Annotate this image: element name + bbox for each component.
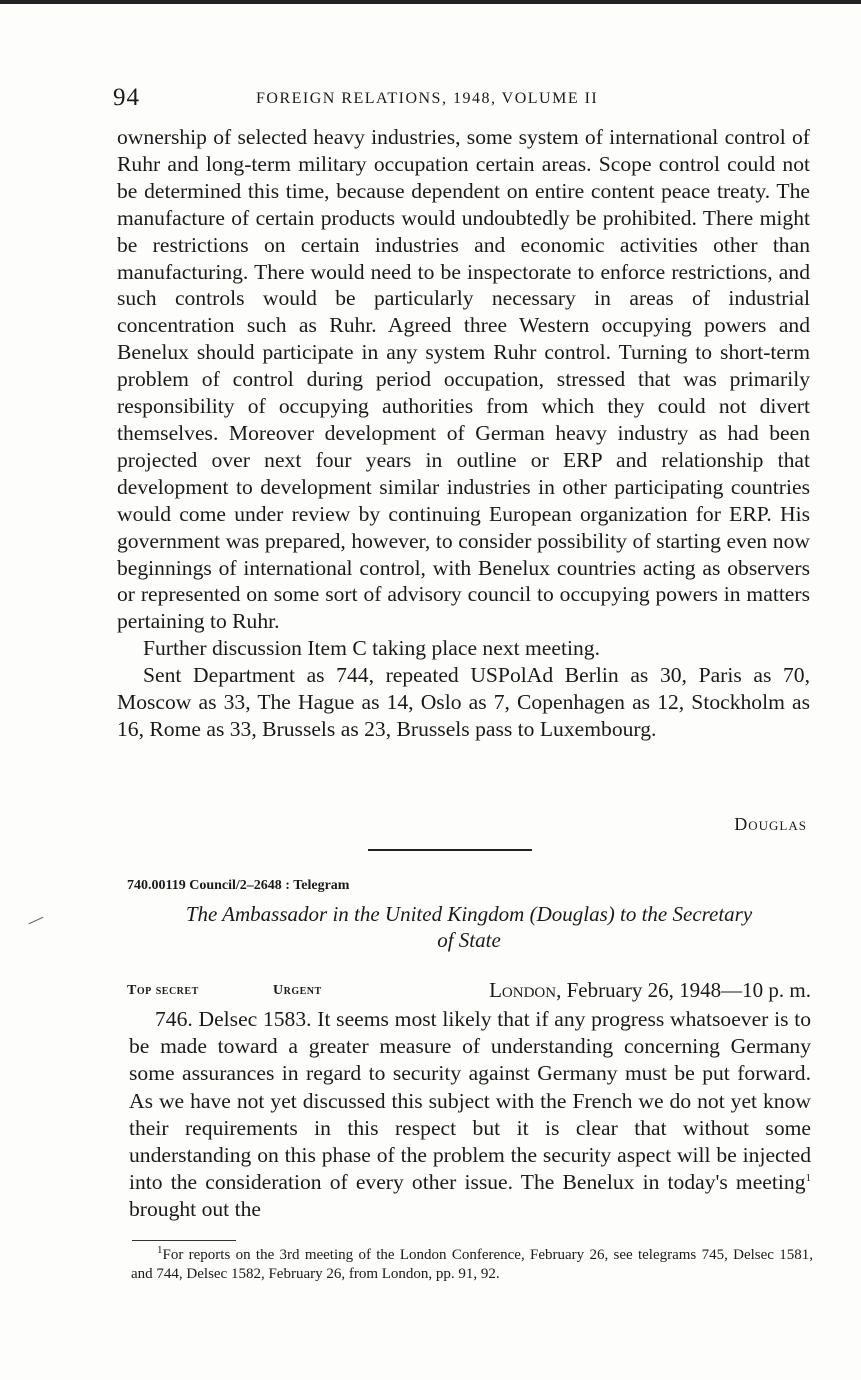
classification-line: [127, 978, 811, 1006]
section-separator: [368, 849, 532, 851]
margin-mark: [29, 917, 44, 925]
dateline: [489, 978, 811, 1003]
page-header: [113, 84, 813, 114]
dateline-place: London,: [489, 978, 562, 1002]
classification-top-secret: Top secret: [127, 983, 199, 998]
body-paragraph-2: Further discussion Item C taking place next meeting.: [143, 636, 600, 661]
body-text: [117, 124, 810, 743]
dateline-date: February 26, 1948—10 p. m.: [566, 978, 811, 1002]
document-title: [127, 901, 811, 953]
footnote: [131, 1246, 813, 1283]
footnote-reference-mark[interactable]: 1: [805, 1172, 811, 1185]
telegram-text-main: 746. Delsec 1583. It seems most likely that if any progress whatsoever is to be made toward a greater measure of understanding concerning Germany some assurances in regard to security against Germany must be put forward. As we have not yet discussed this subject with the French we do not yet know their requirements in this respect but it is clear that without some understanding on this phase of the problem the security aspect will be injected into the consideration of every other issue. The Benelux in today's meeting: [129, 1007, 811, 1195]
signature: Douglas: [734, 814, 807, 834]
telegram-text: [129, 1006, 811, 1224]
footnote-rule: [132, 1240, 236, 1241]
file-reference: 740.00119 Council/2–2648 : Telegram: [127, 878, 350, 893]
body-paragraph-1: ownership of selected heavy industries, some system of international control of Ruhr and long-term military occupation certain areas. Scope control could not be determined this time, because dependent on entire content peace treaty. The manufacture of certain products would undoubtedly be prohibited. There might be restrictions on certain industries and economic activities other than manufacturing. There would need to be inspectorate to enforce restrictions, and such controls would be particularly necessary in areas of industrial concentration such as Ruhr. Agreed three Western occupying powers and Benelux should participate in any system Ruhr control. Turning to short-term problem of control during period occupation, stressed that was primarily responsibility of occupying authorities from which they could not divert themselves. Moreover development of German heavy industry as had been projected over next four years in outline or ERP and relationship that development to development similar industries in other participating countries would come under review by continuing European organization for ERP. His government was prepared, however, to consider possibility of starting even now beginnings of international control, with Benelux countries acting as observers or represented on some sort of advisory council to occupying powers in matters pertaining to Ruhr.: [117, 125, 810, 634]
classification-urgent: Urgent: [273, 983, 322, 998]
top-border-rule: [0, 0, 861, 4]
telegram-text-continuation: brought out the: [129, 1197, 261, 1222]
document-title-line-2: of State: [437, 928, 501, 952]
footnote-mark: 1: [157, 1244, 163, 1256]
running-title: FOREIGN RELATIONS, 1948, VOLUME II: [256, 90, 599, 107]
body-paragraph-3: Sent Department as 744, repeated USPolAd Berlin as 30, Paris as 70, Moscow as 33, The Hague as 14, Oslo as 7, Copenhagen as 12, Stockholm as 16, Rome as 33, Brussels as 23, Brussels pass to Luxembourg.: [117, 663, 810, 741]
document-title-line-1: The Ambassador in the United Kingdom (Douglas) to the Secretary: [185, 902, 753, 926]
page-number: 94: [113, 84, 140, 111]
footnote-text: For reports on the 3rd meeting of the London Conference, February 26, see telegrams 745, Delsec 1581, and 744, Delsec 1582, February 26, from London, pp. 91, 92.: [131, 1247, 813, 1282]
